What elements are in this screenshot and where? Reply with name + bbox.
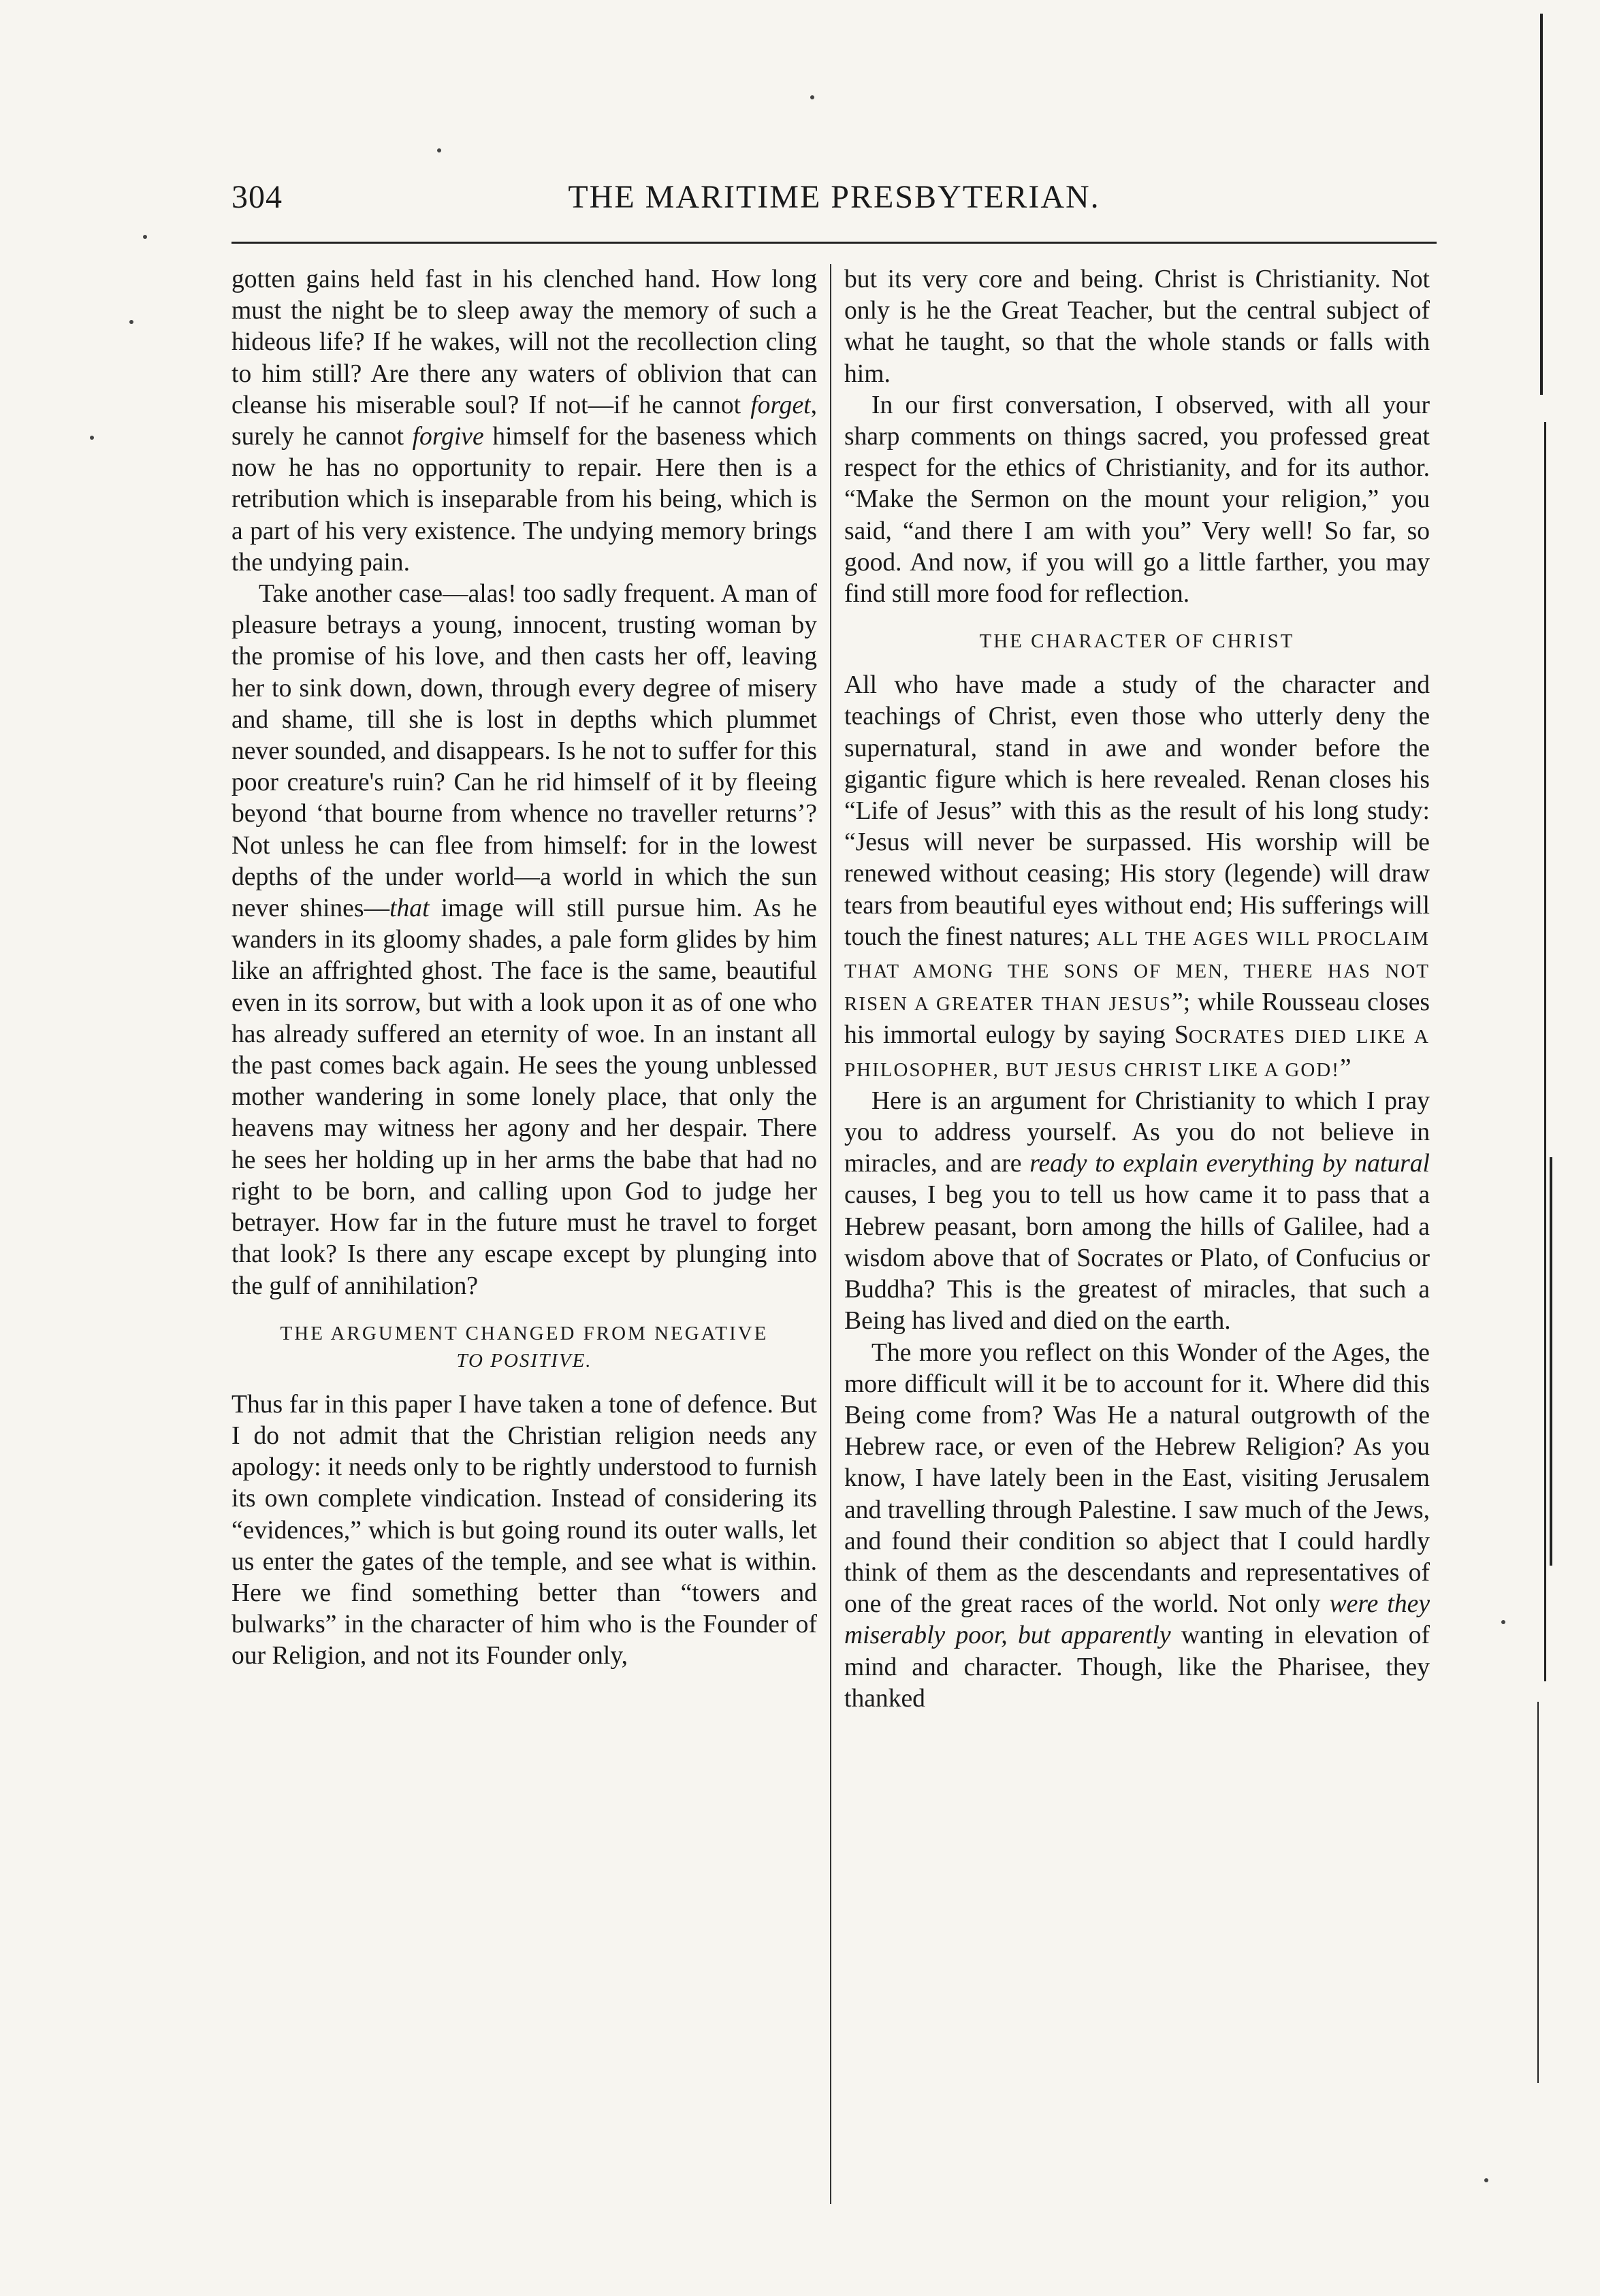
emphasis-forgive: forgive: [412, 423, 484, 451]
text-run: image will still pursue him. As he wanders in its gloomy shades, a pale form glides by him like an affrighted ghost. The face is the same, beautiful even in its sorrow, but with a look upon it as of one who has already suffered an eternity of woe. In an instant all the past comes back again. He sees the young unblessed mother wandering in some lonely place, that only the heavens may witness her agony and her despair. There he sees her holding up in her arms the babe that had no right to be born, and calling upon God to judge her betrayer. How far in the future must he travel to forget that look? Is there any escape except by plunging into the gulf of annihilation?: [231, 894, 817, 1300]
text-run: , surely he cannot: [231, 391, 817, 451]
scan-margin-line: [1540, 14, 1543, 395]
text-run: All who have made a study of the character and teachings of Christ, even those who utterly deny the supernatural, stand in awe and wonder before the gigantic figure which is here revealed. Renan closes his “Life of Jesus” with this as the result of his long study: “Jesus will never be surpassed. His worship will be renewed without ceasing; His story (legende) will draw tears from beautiful eyes without end; His sufferings will touch the finest natures;: [844, 671, 1430, 951]
text-run: causes, I beg you to tell us how came it to pass that a Hebrew peasant, born among the hills of Galilee, had a wisdom above that of Socrates or Plato, of Confucius or Buddha? This is the greatest of miracles, that such a Being has lived and died on the earth.: [844, 1181, 1430, 1336]
right-column: [844, 264, 1430, 1715]
scan-speck: [90, 436, 94, 440]
renan-quote-caps: ALL THE AGES WILL PROCLAIM THAT AMONG THE SONS OF MEN, THERE HAS NOT RISEN A GREATER THAN JESUS: [844, 927, 1430, 1016]
left-column: [231, 264, 817, 1672]
scan-margin-line: [1544, 422, 1546, 1681]
text-run: Here is an argument for Christianity to which I pray you to address yourself. As you do not believe in miracles, and are: [844, 1086, 1430, 1178]
scan-speck: [1501, 1620, 1505, 1624]
page-number: 304: [231, 179, 283, 215]
scan-speck: [143, 235, 147, 239]
text-run: ”; while Rousseau closes his immortal eulogy by saying: [844, 988, 1430, 1050]
text-run: gotten gains held fast in his clenched hand. How long must the night be to sleep away the memory of such a hideous life? If he wakes, will not the recollection cling to him still? Are there any waters of oblivion that can cleanse his miserable soul? If not—if he cannot: [231, 265, 817, 419]
left-paragraph-2: [231, 579, 817, 1302]
column-divider: [830, 264, 831, 2204]
page-header: [231, 178, 1437, 233]
section-heading-character: THE CHARACTER OF CHRIST: [979, 630, 1295, 653]
rousseau-quote-initial: S: [1174, 1021, 1189, 1050]
scan-speck: [129, 320, 133, 324]
emphasis-poor: were they miserably poor, but apparently: [844, 1590, 1430, 1650]
header-rule: [231, 242, 1437, 244]
right-paragraph-1: but its very core and being. Christ is Christianity. Not only is he the Great Teacher, but the central subject of what he taught, so that the whole stands or falls with him.: [844, 265, 1430, 388]
right-paragraph-5: [844, 1338, 1430, 1715]
running-title: THE MARITIME PRESBYTERIAN.: [568, 179, 1100, 215]
section-heading-line-1: THE ARGUMENT CHANGED FROM NEGATIVE: [280, 1322, 769, 1344]
text-run: Take another case—alas! too sadly frequent. A man of pleasure betrays a young, innocent, trusting woman by the promise of his love, and then casts her off, leaving her to sink down, down, through every degree of misery and shame, till she is lost in depths which plummet never sounded, and disappears. Is he not to suffer for this poor creature's ruin? Can he rid himself of it by fleeing beyond ‘that bourne from whence no traveller returns’? Not unless he can flee from himself: for in the lowest depths of the under world—a world in which the sun never shines—: [231, 580, 817, 923]
right-paragraph-4: [844, 1086, 1430, 1338]
scan-speck: [1484, 2178, 1488, 2182]
emphasis-forget: forget: [750, 391, 811, 419]
section-heading-line-2: TO POSITIVE.: [456, 1349, 592, 1372]
right-paragraph-2: In our first conversation, I observed, with all your sharp comments on things sacred, you professed great respect for the ethics of Christianity, and for its author. “Make the Sermon on the mount your religion,” you said, “and there I am with you” Very well! So far, so good. And now, if you will go a little farther, you may find still more food for reflection.: [844, 391, 1430, 609]
scan-margin-line: [1537, 1702, 1539, 2083]
rousseau-quote-caps: OCRATES DIED LIKE A PHILOSOPHER, BUT JESUS CHRIST LIKE A GOD!: [844, 1026, 1430, 1081]
text-run: himself for the baseness which now he has no opportunity to repair. Here then is a retribution which is inseparable from his being, which is a part of his very existence. The undying memory brings the undying pain.: [231, 423, 817, 577]
left-paragraph-3: Thus far in this paper I have taken a tone of defence. But I do not admit that the Christian religion needs any apology: it needs only to be rightly understood to furnish its own complete vindication. Instead of considering its “evidences,” which is but going round its outer walls, let us enter the gates of the temple, and see what is within. Here we find something better than “towers and bulwarks” in the character of him who is the Founder of our Religion, and not its Founder only,: [231, 1390, 817, 1670]
emphasis-natural: ready to explain everything by natural: [1029, 1150, 1430, 1178]
text-run: ”: [1339, 1054, 1351, 1082]
scan-speck: [810, 95, 814, 99]
right-paragraph-3: [844, 670, 1430, 1086]
emphasis-that: that: [389, 894, 430, 923]
text-run: wanting in elevation of mind and character. Though, like the Pharisee, they thanked: [844, 1621, 1430, 1713]
scan-margin-line: [1550, 1157, 1552, 1566]
section-heading-argument: [231, 1320, 817, 1374]
left-paragraph-1: [231, 264, 817, 579]
text-run: The more you reflect on this Wonder of the Ages, the more difficult will it be to account for it. Where did this Being come from? Was He a natural outgrowth of the Hebrew race, or even of the Hebrew Religion? As you know, I have lately been in the East, visiting Jerusalem and travelling through Palestine. I saw much of the Jews, and found their condition so abject that I could hardly think of them as the descendants and representatives of one of the great races of the world. Not only: [844, 1338, 1430, 1619]
scan-speck: [437, 148, 441, 152]
